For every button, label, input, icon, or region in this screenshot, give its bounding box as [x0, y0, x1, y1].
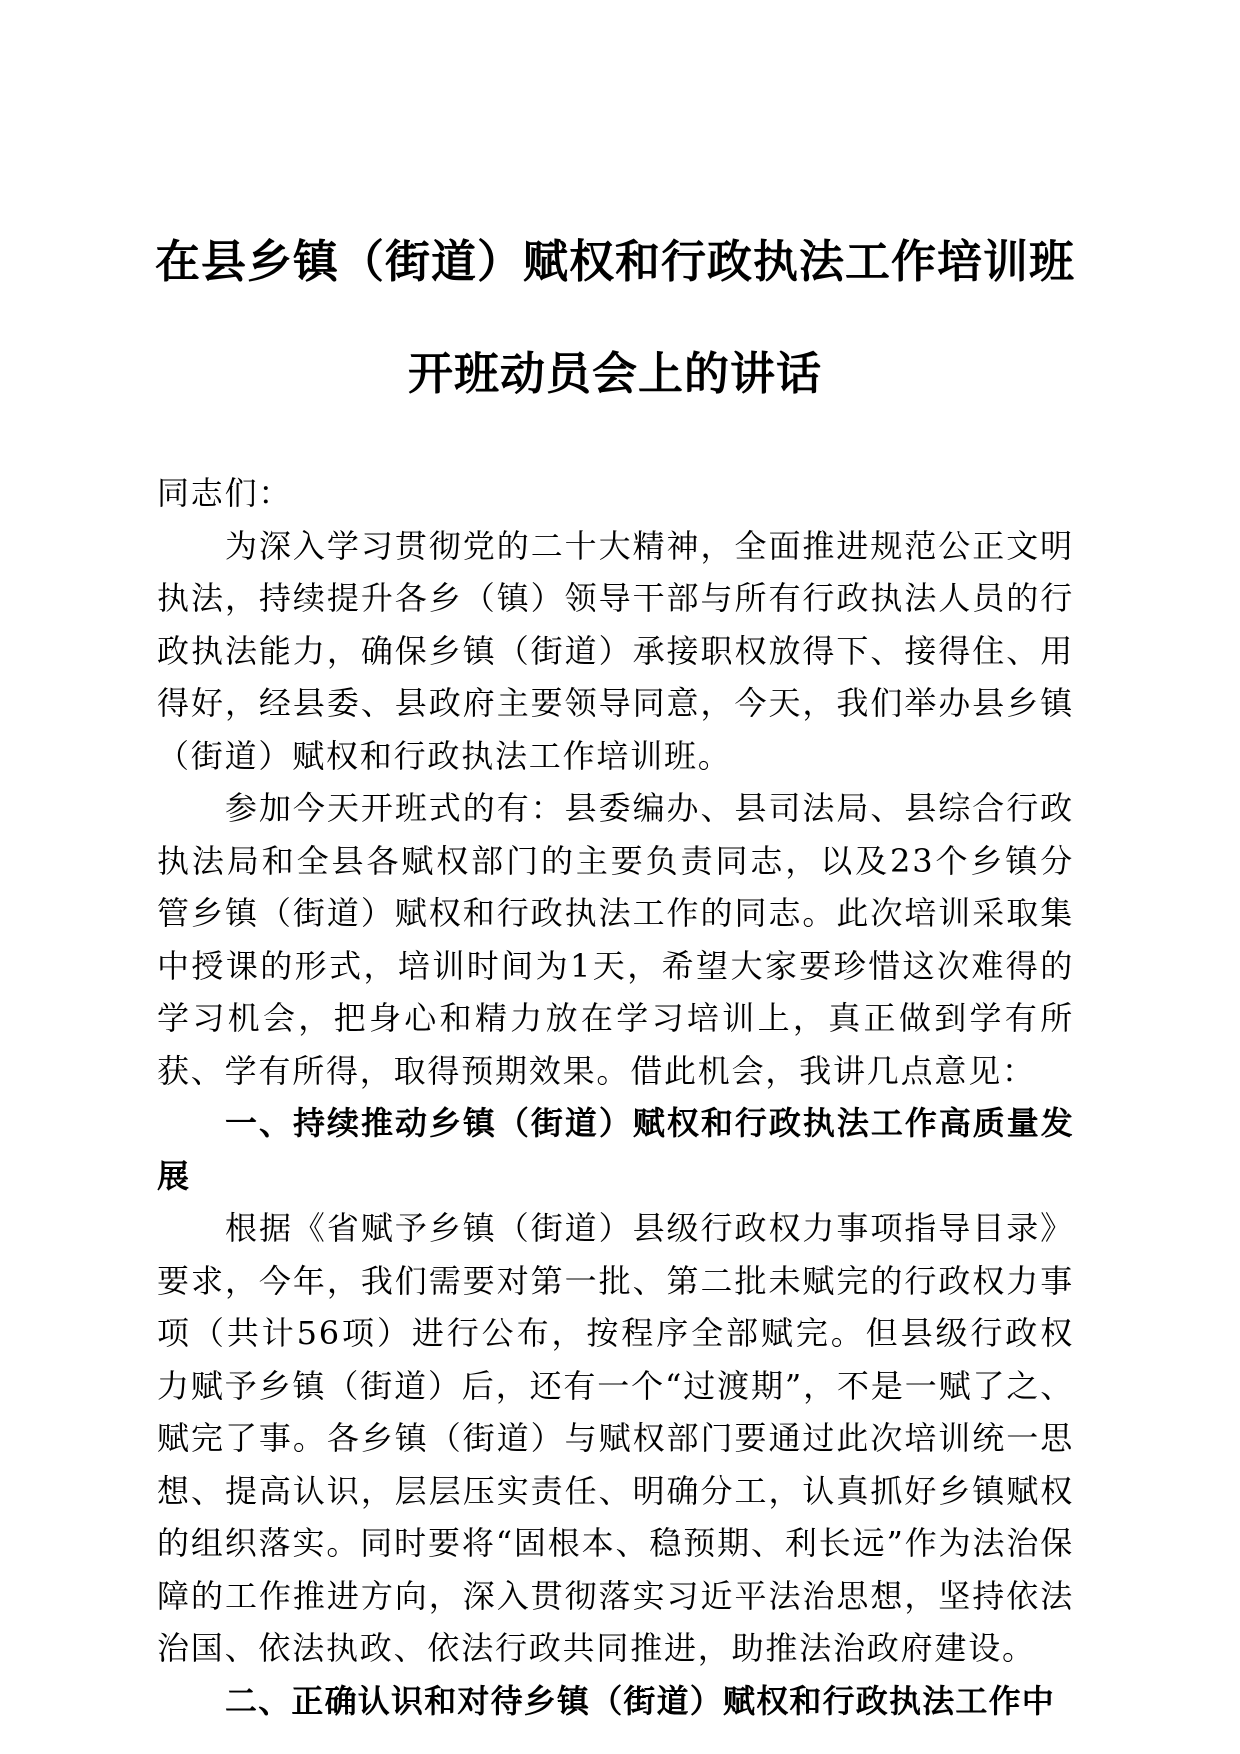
section-2-heading: 二、正确认识和对待乡镇（街道）赋权和行政执法工作中: [225, 1681, 1056, 1720]
paragraph-attendees: 参加今天开班式的有：县委编办、县司法局、县综合行政执法局和全县各赋权部门的主要负责同志，以及23个乡镇分管乡镇（街道）赋权和行政执法工作的同志。此次培训采取集中授课的形式，培训时间为1天，希望大家要珍惜这次难得的学习机会，把身心和精力放在学习培训上，真正做到学有所获、学有所得，取得预期效果。借此机会，我讲几点意见：: [157, 789, 1074, 1090]
document-title-line-1: 在县乡镇（街道）赋权和行政执法工作培训班: [154, 235, 1075, 288]
paragraph-intro: 为深入学习贯彻党的二十大精神，全面推进规范公正文明执法，持续提升各乡（镇）领导干部与所有行政执法人员的行政执法能力，确保乡镇（街道）承接职权放得下、接得住、用得好，经县委、县政府主要领导同意，今天，我们举办县乡镇（街道）赋权和行政执法工作培训班。: [157, 526, 1074, 775]
document-title-line-2: 开班动员会上的讲话: [407, 347, 822, 400]
salutation: 同志们：: [157, 474, 293, 512]
document-body: [157, 467, 1074, 1727]
section-1-heading: 一、持续推动乡镇（街道）赋权和行政执法工作高质量发展: [157, 1104, 1074, 1195]
section-1-paragraph: 根据《省赋予乡镇（街道）县级行政权力事项指导目录》要求，今年，我们需要对第一批、第二批未赋完的行政权力事项（共计56项）进行公布，按程序全部赋完。但县级行政权力赋予乡镇（街道）后，还有一个“过渡期”，不是一赋了之、赋完了事。各乡镇（街道）与赋权部门要通过此次培训统一思想、提高认识，层层压实责任、明确分工，认真抓好乡镇赋权的组织落实。同时要将“固根本、稳预期、利长远”作为法治保障的工作推进方向，深入贯彻落实习近平法治思想，坚持依法治国、依法执政、依法行政共同推进，助推法治政府建设。: [157, 1209, 1074, 1667]
